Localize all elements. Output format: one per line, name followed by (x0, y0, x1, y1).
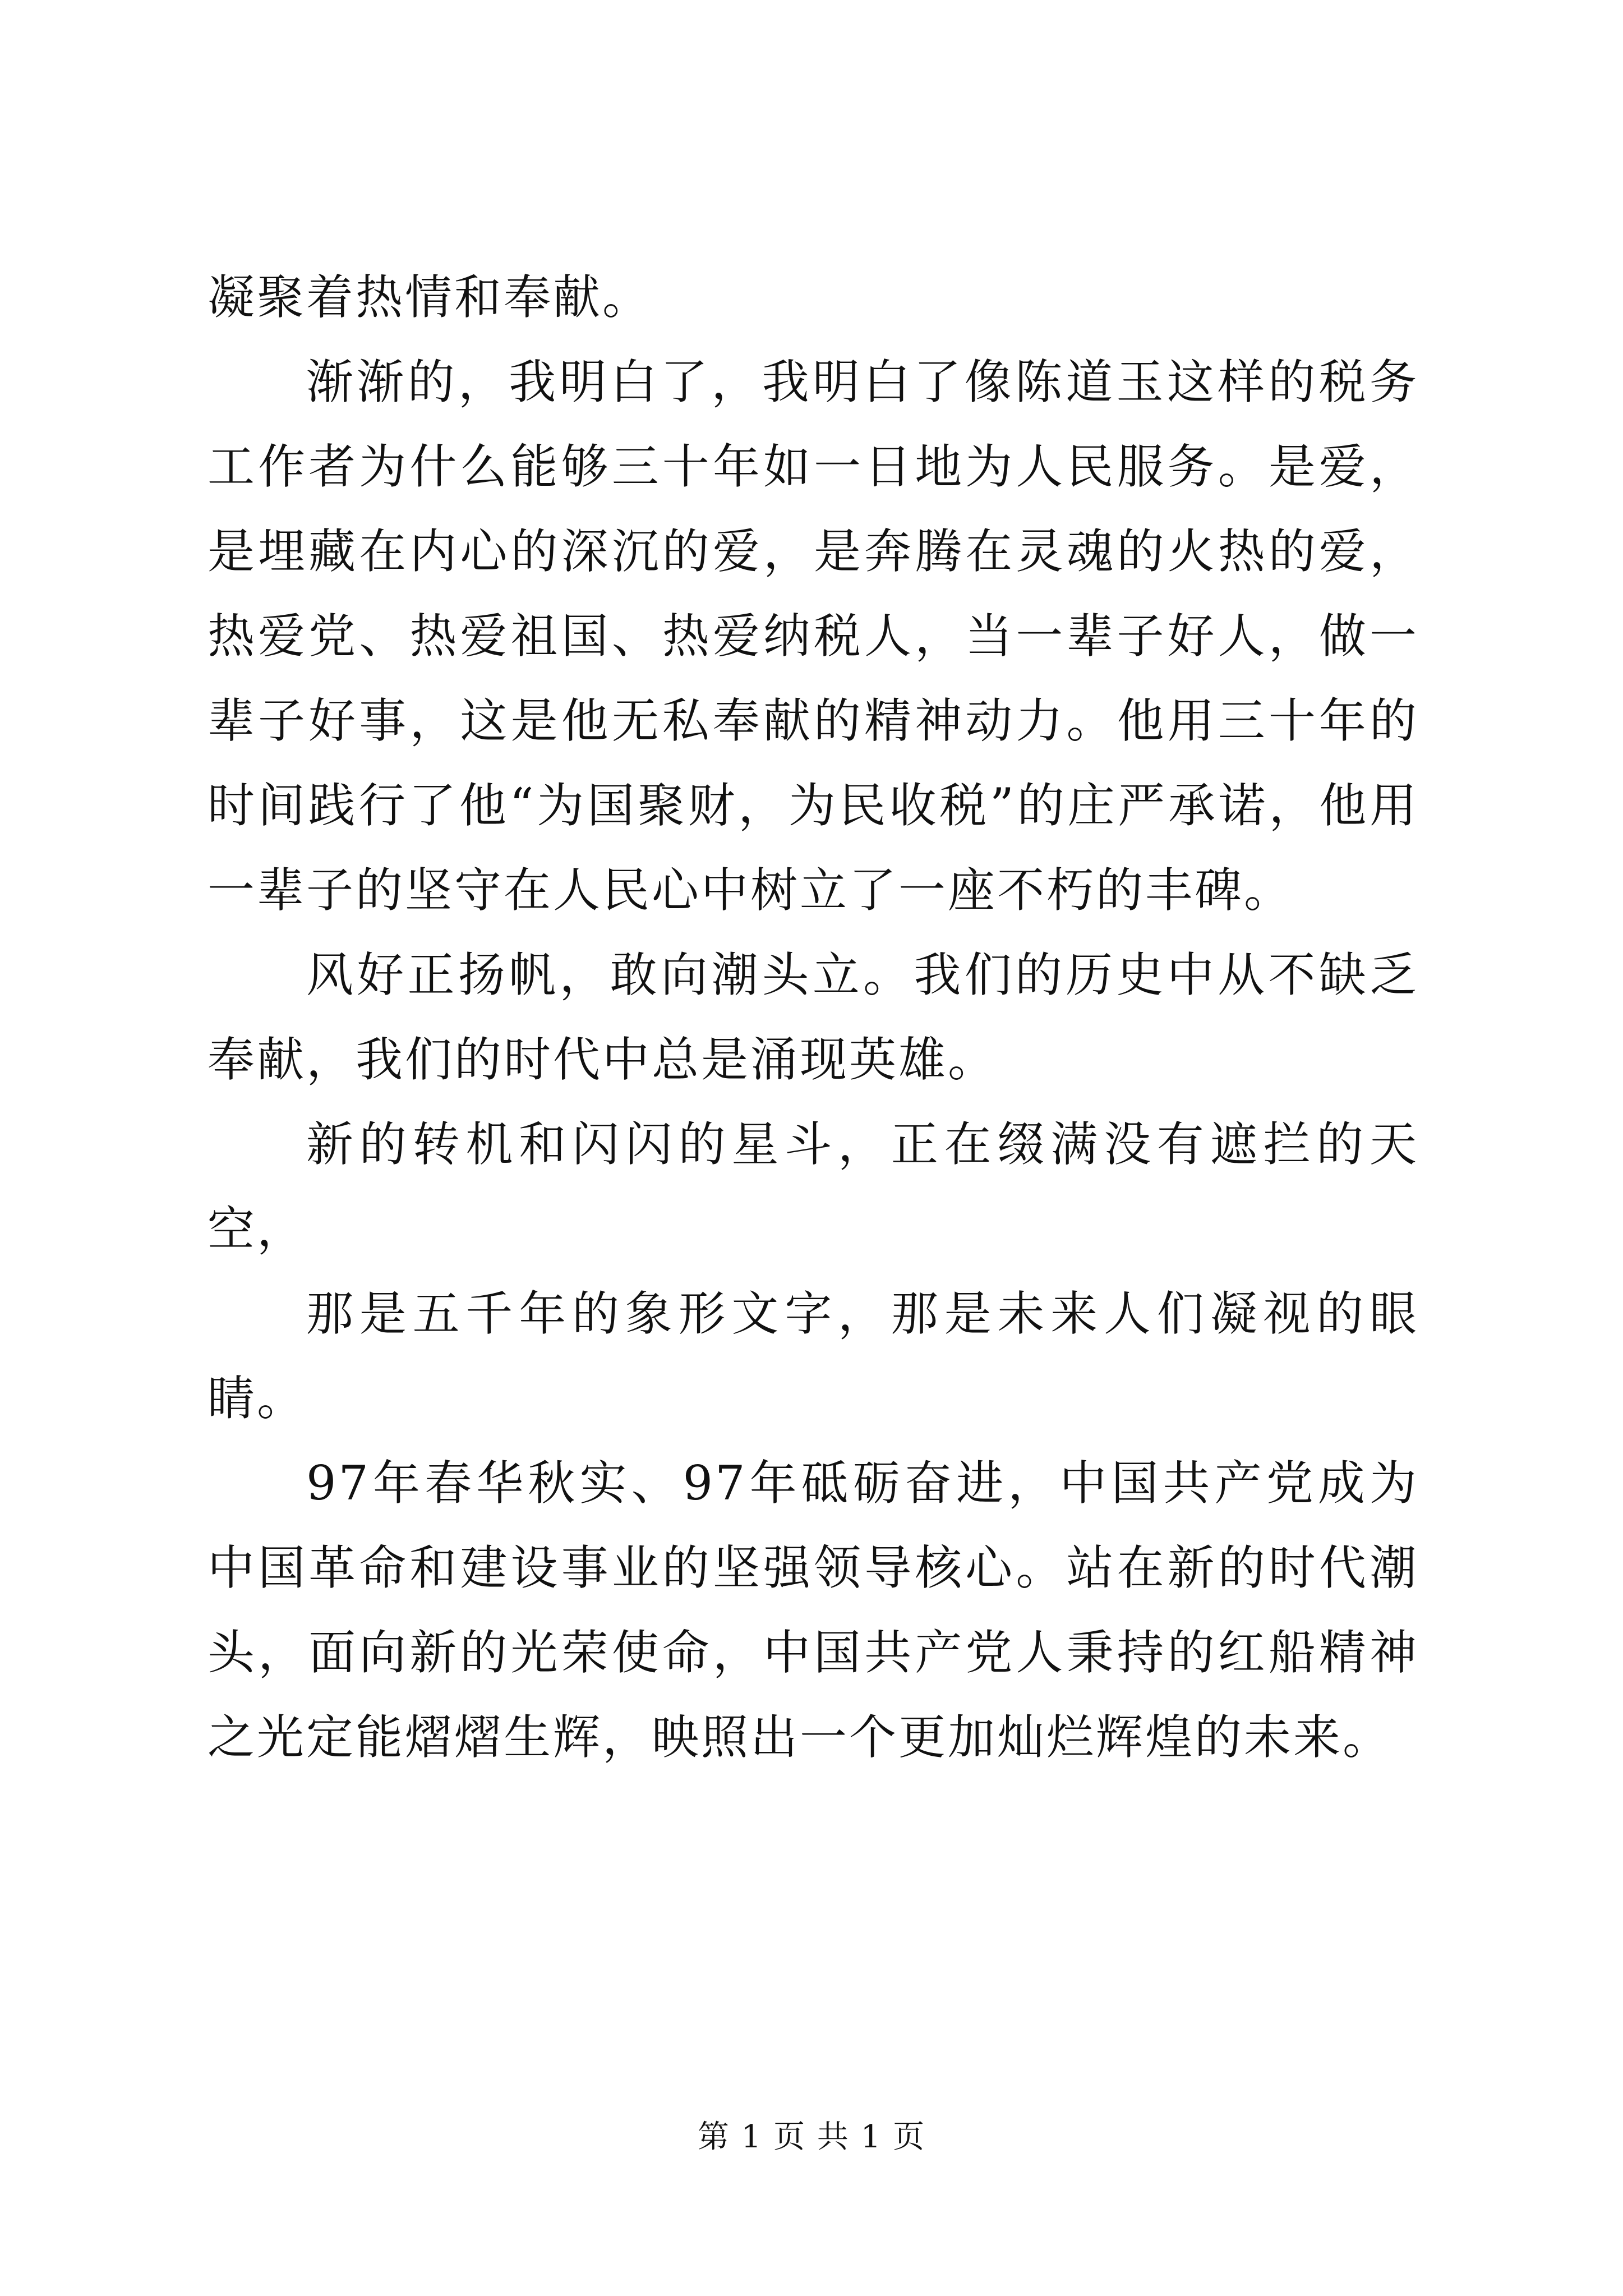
page-footer: 第 1 页 共 1 页 (697, 2119, 926, 2155)
paragraph-2: 渐渐的，我明白了，我明白了像陈道玉这样的税务工作者为什么能够三十年如一日地为人民服务。是爱，是埋藏在内心的深沉的爱，是奔腾在灵魂的火热的爱，热爱党、热爱祖国、热爱纳税人，当一辈子好人，做一辈子好事，这是他无私奉献的精神动力。他用三十年的时间践行了他“为国聚财，为民收税”的庄严承诺，他用一辈子的坚守在人民心中树立了一座不朽的丰碑。 (208, 355, 1419, 918)
paragraph-3: 风好正扬帆，敢向潮头立。我们的历史中从不缺乏奉献，我们的时代中总是涌现英雄。 (208, 947, 1419, 1087)
paragraph-4: 新的转机和闪闪的星斗，正在缀满没有遮拦的天空， (208, 1117, 1419, 1257)
paragraph-6: 97年春华秋实、97年砥砺奋进，中国共产党成为中国革命和建设事业的坚强领导核心。站在新的时代潮头，面向新的光荣使命，中国共产党人秉持的红船精神之光定能熠熠生辉，映照出一个更加灿烂辉煌的未来。 (208, 1456, 1419, 1765)
paragraph-1: 凝聚着热情和奉献。 (208, 270, 652, 325)
paragraph-5: 那是五千年的象形文字，那是未来人们凝视的眼睛。 (208, 1286, 1419, 1426)
document-body (208, 255, 1419, 1780)
